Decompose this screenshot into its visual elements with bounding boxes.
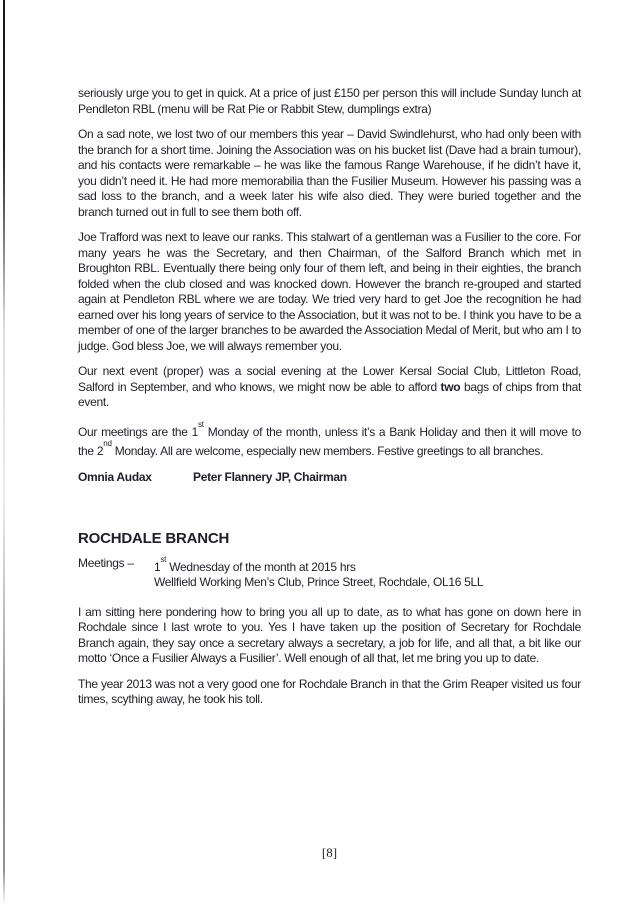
- paragraph-joe-trafford: Joe Trafford was next to leave our ranks. This stalwart of a gentleman was a Fusilier to the core. For many years he was the Secretary, and then Chairman, of the Salford Branch which met in Broughton RBL. Eventually there being only four of them left, and being in their eighties, the branch folded when the club closed and was knocked down. However the branch re-grouped and started again at Pendleton RBL where we are today. We tried very hard to get Joe the recognition he had earned over his long years of service to the Association, but it was not to be. I think you have to be a member of one of the larger branches to be awarded the Association Medal of Merit, but who am I to judge. God bless Joe, we will always remember you.: [78, 230, 581, 353]
- paragraph-meeting-schedule: [78, 421, 581, 460]
- paragraph-event-price: seriously urge you to get in quick. At a price of just £150 per person this will include Sunday lunch at Pendleton RBL (menu will be Rat Pie or Rabbit Stew, dumplings extra): [78, 86, 581, 116]
- rochdale-meetings-row: [78, 556, 581, 591]
- paragraph-david-swindlehurst: On a sad note, we lost two of our members this year – David Swindlehurst, who had only been with the branch for a short time. Joining the Association was on his bucket list (Dave had a brain tumour), and his contacts were remarkable – he was like the famous Range Warehouse, if he didn’t have it, you didn’t need it. He had more memorabilia than the Fusilier Museum. However his passing was a sad loss to the branch, and a week later his wife also died. They were buried together and the branch turned out in full to see them both off.: [78, 127, 581, 219]
- next-event-bold-two: two: [440, 379, 461, 394]
- paragraph-rochdale-intro: I am sitting here pondering how to bring you all up to date, as to what has gone on down here in Rochdale since I last wrote to you. Yes I have taken up the position of Secretary for Rochdale Branch again, they say once a secretary always a secretary, a job for life, and all that, a bit like our motto ‘Once a Fusilier Always a Fusilier’. Well enough of all that, let me bring you up to date.: [78, 604, 581, 665]
- next-event-text-post: bags of chips from that event.: [78, 379, 581, 409]
- signoff-chairman: Peter Flannery JP, Chairman: [193, 469, 347, 484]
- page-number: [8]: [321, 845, 338, 860]
- paragraph-grim-reaper: The year 2013 was not a very good one for Rochdale Branch in that the Grim Reaper visited us four times, scything away, he took his toll.: [78, 676, 581, 706]
- meeting-schedule-seg1: Our meetings are the 1: [78, 424, 198, 439]
- page-content: [78, 86, 581, 718]
- paragraph-next-event: [78, 364, 581, 411]
- signoff-line: [78, 470, 581, 486]
- signoff-motto: Omnia Audax: [78, 469, 152, 484]
- meetings-when-seg2: Wednesday of the month at 2015 hrs: [166, 559, 356, 574]
- rochdale-branch-heading: ROCHDALE BRANCH: [78, 530, 230, 547]
- meeting-schedule-seg2: Monday of the month, unless it’s a Bank Holiday and then it will move to the 2: [78, 424, 581, 458]
- scan-edge-shadow: [3, 0, 5, 905]
- ordinal-nd: nd: [103, 439, 112, 448]
- ordinal-st: st: [197, 419, 204, 429]
- meeting-schedule-seg3: Monday. All are welcome, especially new members. Festive greetings to all branches.: [111, 444, 544, 458]
- next-event-text-pre: Our next event (proper) was a social evening at the Lower Kersal Social Club, Littleton Road, Salford in September, and who knows, we might now be able to afford: [78, 364, 581, 394]
- meetings-when-seg1: 1: [154, 559, 161, 574]
- meetings-line-when: [154, 556, 581, 576]
- ordinal-st-wednesday: st: [160, 554, 167, 564]
- meetings-details: [154, 556, 581, 591]
- meetings-label: Meetings –: [78, 555, 134, 570]
- meetings-line-venue: Wellfield Working Men’s Club, Prince Street, Rochdale, OL16 5LL: [154, 575, 484, 589]
